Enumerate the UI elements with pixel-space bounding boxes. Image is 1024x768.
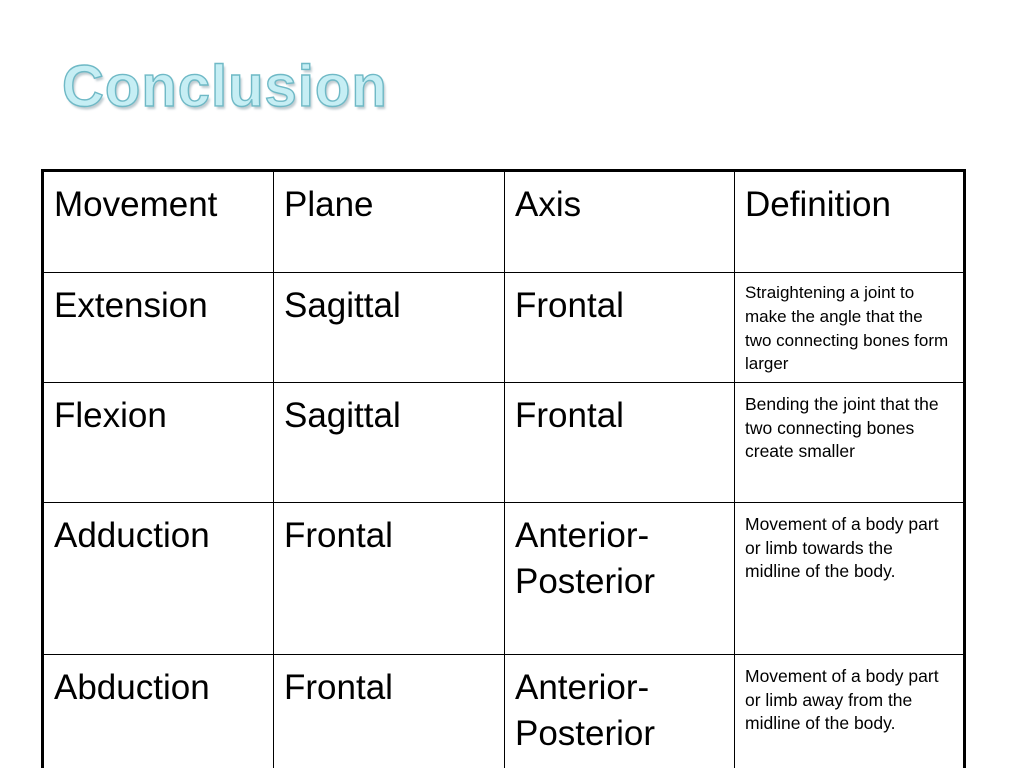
cell-axis: Frontal — [505, 383, 735, 503]
header-plane: Plane — [274, 171, 505, 273]
header-axis: Axis — [505, 171, 735, 273]
cell-definition: Movement of a body part or limb away from the midline of the body. — [735, 655, 965, 768]
cell-plane: Sagittal — [274, 273, 505, 383]
cell-movement: Abduction — [43, 655, 274, 768]
cell-axis: Anterior-Posterior — [505, 655, 735, 768]
table-row — [43, 655, 965, 768]
table-row — [43, 383, 965, 503]
page-title: Conclusion — [62, 54, 388, 119]
table-row — [43, 273, 965, 383]
cell-definition: Bending the joint that the two connecting bones create smaller — [735, 383, 965, 503]
movement-table — [41, 169, 966, 768]
cell-plane: Frontal — [274, 655, 505, 768]
cell-plane: Sagittal — [274, 383, 505, 503]
cell-definition: Straightening a joint to make the angle that the two connecting bones form larger — [735, 273, 965, 383]
table-row — [43, 503, 965, 655]
cell-movement: Flexion — [43, 383, 274, 503]
cell-axis: Frontal — [505, 273, 735, 383]
header-definition: Definition — [735, 171, 965, 273]
cell-definition: Movement of a body part or limb towards the midline of the body. — [735, 503, 965, 655]
table-header-row — [43, 171, 965, 273]
cell-movement: Adduction — [43, 503, 274, 655]
cell-plane: Frontal — [274, 503, 505, 655]
cell-axis: Anterior-Posterior — [505, 503, 735, 655]
cell-movement: Extension — [43, 273, 274, 383]
header-movement: Movement — [43, 171, 274, 273]
